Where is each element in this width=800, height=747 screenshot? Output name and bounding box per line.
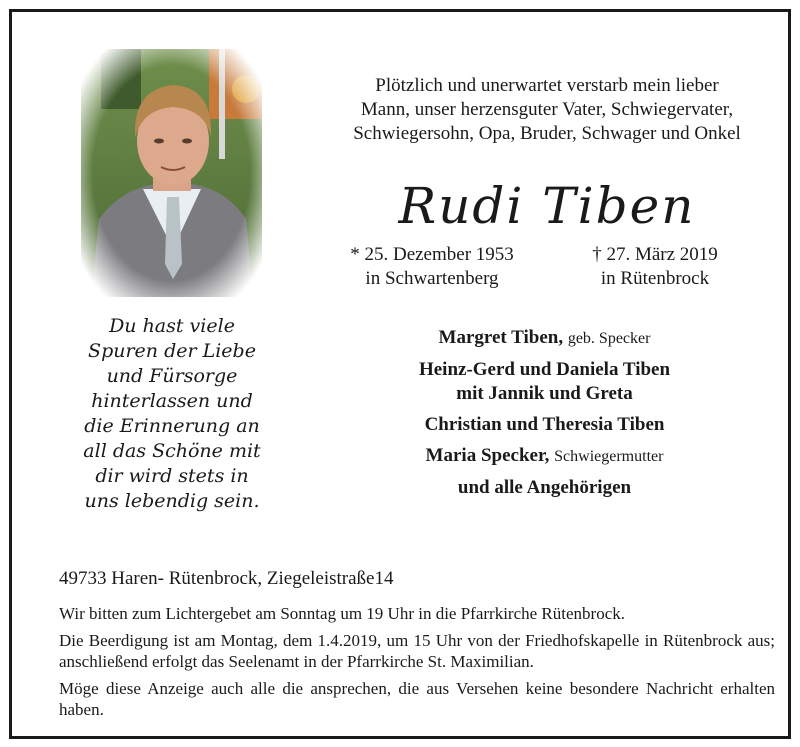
death-date: † 27. März 2019 <box>592 244 718 265</box>
family-son-line: Heinz-Gerd und Daniela Tiben <box>418 359 671 380</box>
quote-line: die Erinnerung an <box>84 415 260 437</box>
family-son-children: mit Jannik und Greta <box>456 383 633 404</box>
family-mother-in-law <box>372 444 717 469</box>
quote-line: uns lebendig sein. <box>84 490 260 512</box>
death-info <box>572 243 738 291</box>
portrait-photo <box>81 49 262 297</box>
details-section <box>59 568 775 726</box>
family-others: und alle Angehörigen <box>457 477 632 498</box>
intro-line: Schwiegersohn, Opa, Bruder, Schwager und Onkel <box>353 123 741 144</box>
obituary-frame <box>9 9 791 739</box>
mother-in-law-note: Schwiegermutter <box>554 448 664 465</box>
death-place: in Rütenbrock <box>600 268 710 289</box>
quote-line: all das Schöne mit <box>83 440 261 462</box>
notice-funeral: Die Beerdigung ist am Montag, dem 1.4.2019, um 15 Uhr von der Friedhofskapelle in Rütenbrock aus; anschließend erfolgt das Seelenamt in der Pfarrkirche St. Maximilian. <box>59 631 775 671</box>
birth-date: * 25. Dezember 1953 <box>350 244 514 265</box>
intro-line: Plötzlich und unerwartet verstarb mein lieber <box>375 75 719 96</box>
quote-line: und Fürsorge <box>106 365 238 387</box>
intro-line: Mann, unser herzensguter Vater, Schwiegervater, <box>360 99 734 120</box>
family-wife <box>372 326 717 351</box>
quote-line: hinterlassen und <box>91 390 253 412</box>
quote-line: Spuren der Liebe <box>88 340 256 362</box>
wife-name: Margret Tiben, <box>438 327 564 348</box>
mother-in-law-name: Maria Specker, <box>425 445 550 466</box>
deceased-name: Rudi Tiben <box>398 177 696 235</box>
birth-place: in Schwartenberg <box>365 268 499 289</box>
intro-text <box>307 74 787 146</box>
quote-line: Du hast viele <box>109 315 235 337</box>
address: 49733 Haren- Rütenbrock, Ziegeleistraße14 <box>59 568 394 589</box>
notice-prayer: Wir bitten zum Lichtergebet am Sonntag um 19 Uhr in die Pfarrkirche Rütenbrock. <box>59 604 625 623</box>
wife-note: geb. Specker <box>567 330 651 347</box>
family-list <box>372 326 717 500</box>
quote-line: dir wird stets in <box>95 465 249 487</box>
birth-info <box>326 243 538 291</box>
memorial-quote <box>67 314 277 514</box>
family-son2: Christian und Theresia Tiben <box>424 414 665 435</box>
notice-closing: Möge diese Anzeige auch alle die ansprechen, die aus Versehen keine besondere Nachricht erhalten haben. <box>59 679 775 719</box>
